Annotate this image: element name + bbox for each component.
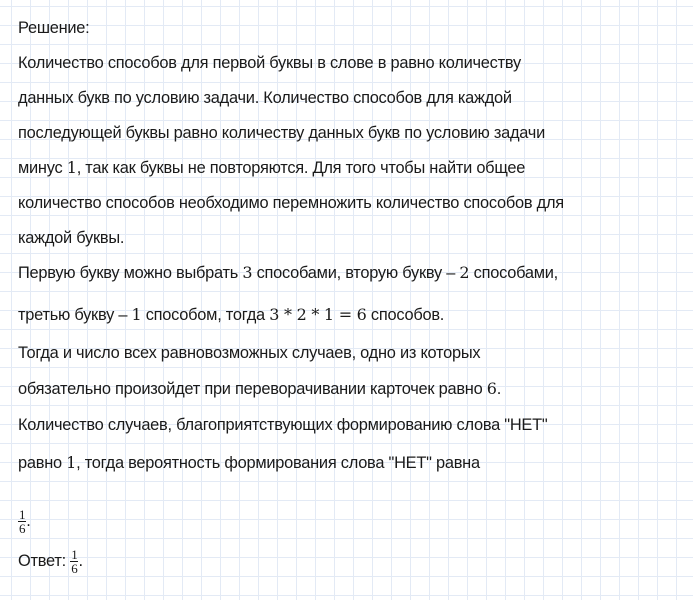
text-line	[18, 263, 558, 283]
text: способом, тогда	[141, 306, 270, 324]
text-line: Количество способов для первой буквы в слове в равно количеству	[18, 54, 521, 72]
solution-heading: Решение:	[18, 19, 90, 37]
text: способами, вторую букву –	[252, 264, 460, 282]
text-line: Тогда и число всех равновозможных случаев, одно из которых	[18, 344, 481, 362]
text: минус	[18, 159, 67, 177]
math: 1	[131, 305, 142, 324]
text: .	[26, 512, 31, 530]
text-line	[18, 379, 501, 399]
text: .	[496, 380, 502, 398]
text-line	[18, 305, 444, 325]
text-line: данных букв по условию задачи. Количество способов для каждой	[18, 89, 512, 107]
math: 3	[242, 263, 253, 282]
answer-line	[18, 544, 83, 578]
math: 1	[66, 158, 77, 177]
text: способами,	[469, 264, 558, 282]
text-line	[18, 158, 525, 178]
math: 6	[486, 379, 497, 398]
text: равно	[18, 454, 67, 472]
text: Первую букву можно выбрать	[18, 264, 243, 282]
text-line: Количество случаев, благоприятствующих формированию слова "НЕТ"	[18, 416, 548, 434]
numerator: 1	[19, 507, 26, 523]
text: обязательно произойдет при переворачивании карточек равно	[18, 380, 487, 398]
text-line: последующей буквы равно количеству данных букв по условию задачи	[18, 124, 546, 142]
probability-fraction	[18, 504, 31, 538]
text-line: каждой буквы.	[18, 229, 125, 247]
numerator: 1	[71, 547, 78, 563]
text: , так как буквы не повторяются. Для того чтобы найти общее	[76, 159, 526, 177]
math: 2	[459, 263, 470, 282]
text-line	[18, 453, 480, 473]
text: третью букву –	[18, 306, 132, 324]
text: .	[78, 552, 83, 570]
answer-label: Ответ:	[18, 552, 71, 570]
math: 3 * 2 * 1 = 6	[269, 305, 367, 324]
text-line: количество способов необходимо перемножить количество способов для	[18, 194, 564, 212]
denominator: 6	[71, 561, 78, 577]
denominator: 6	[19, 521, 26, 537]
text: способов.	[366, 306, 445, 324]
math: 1	[66, 453, 77, 472]
text: , тогда вероятность формирования слова "НЕТ" равна	[76, 454, 480, 472]
